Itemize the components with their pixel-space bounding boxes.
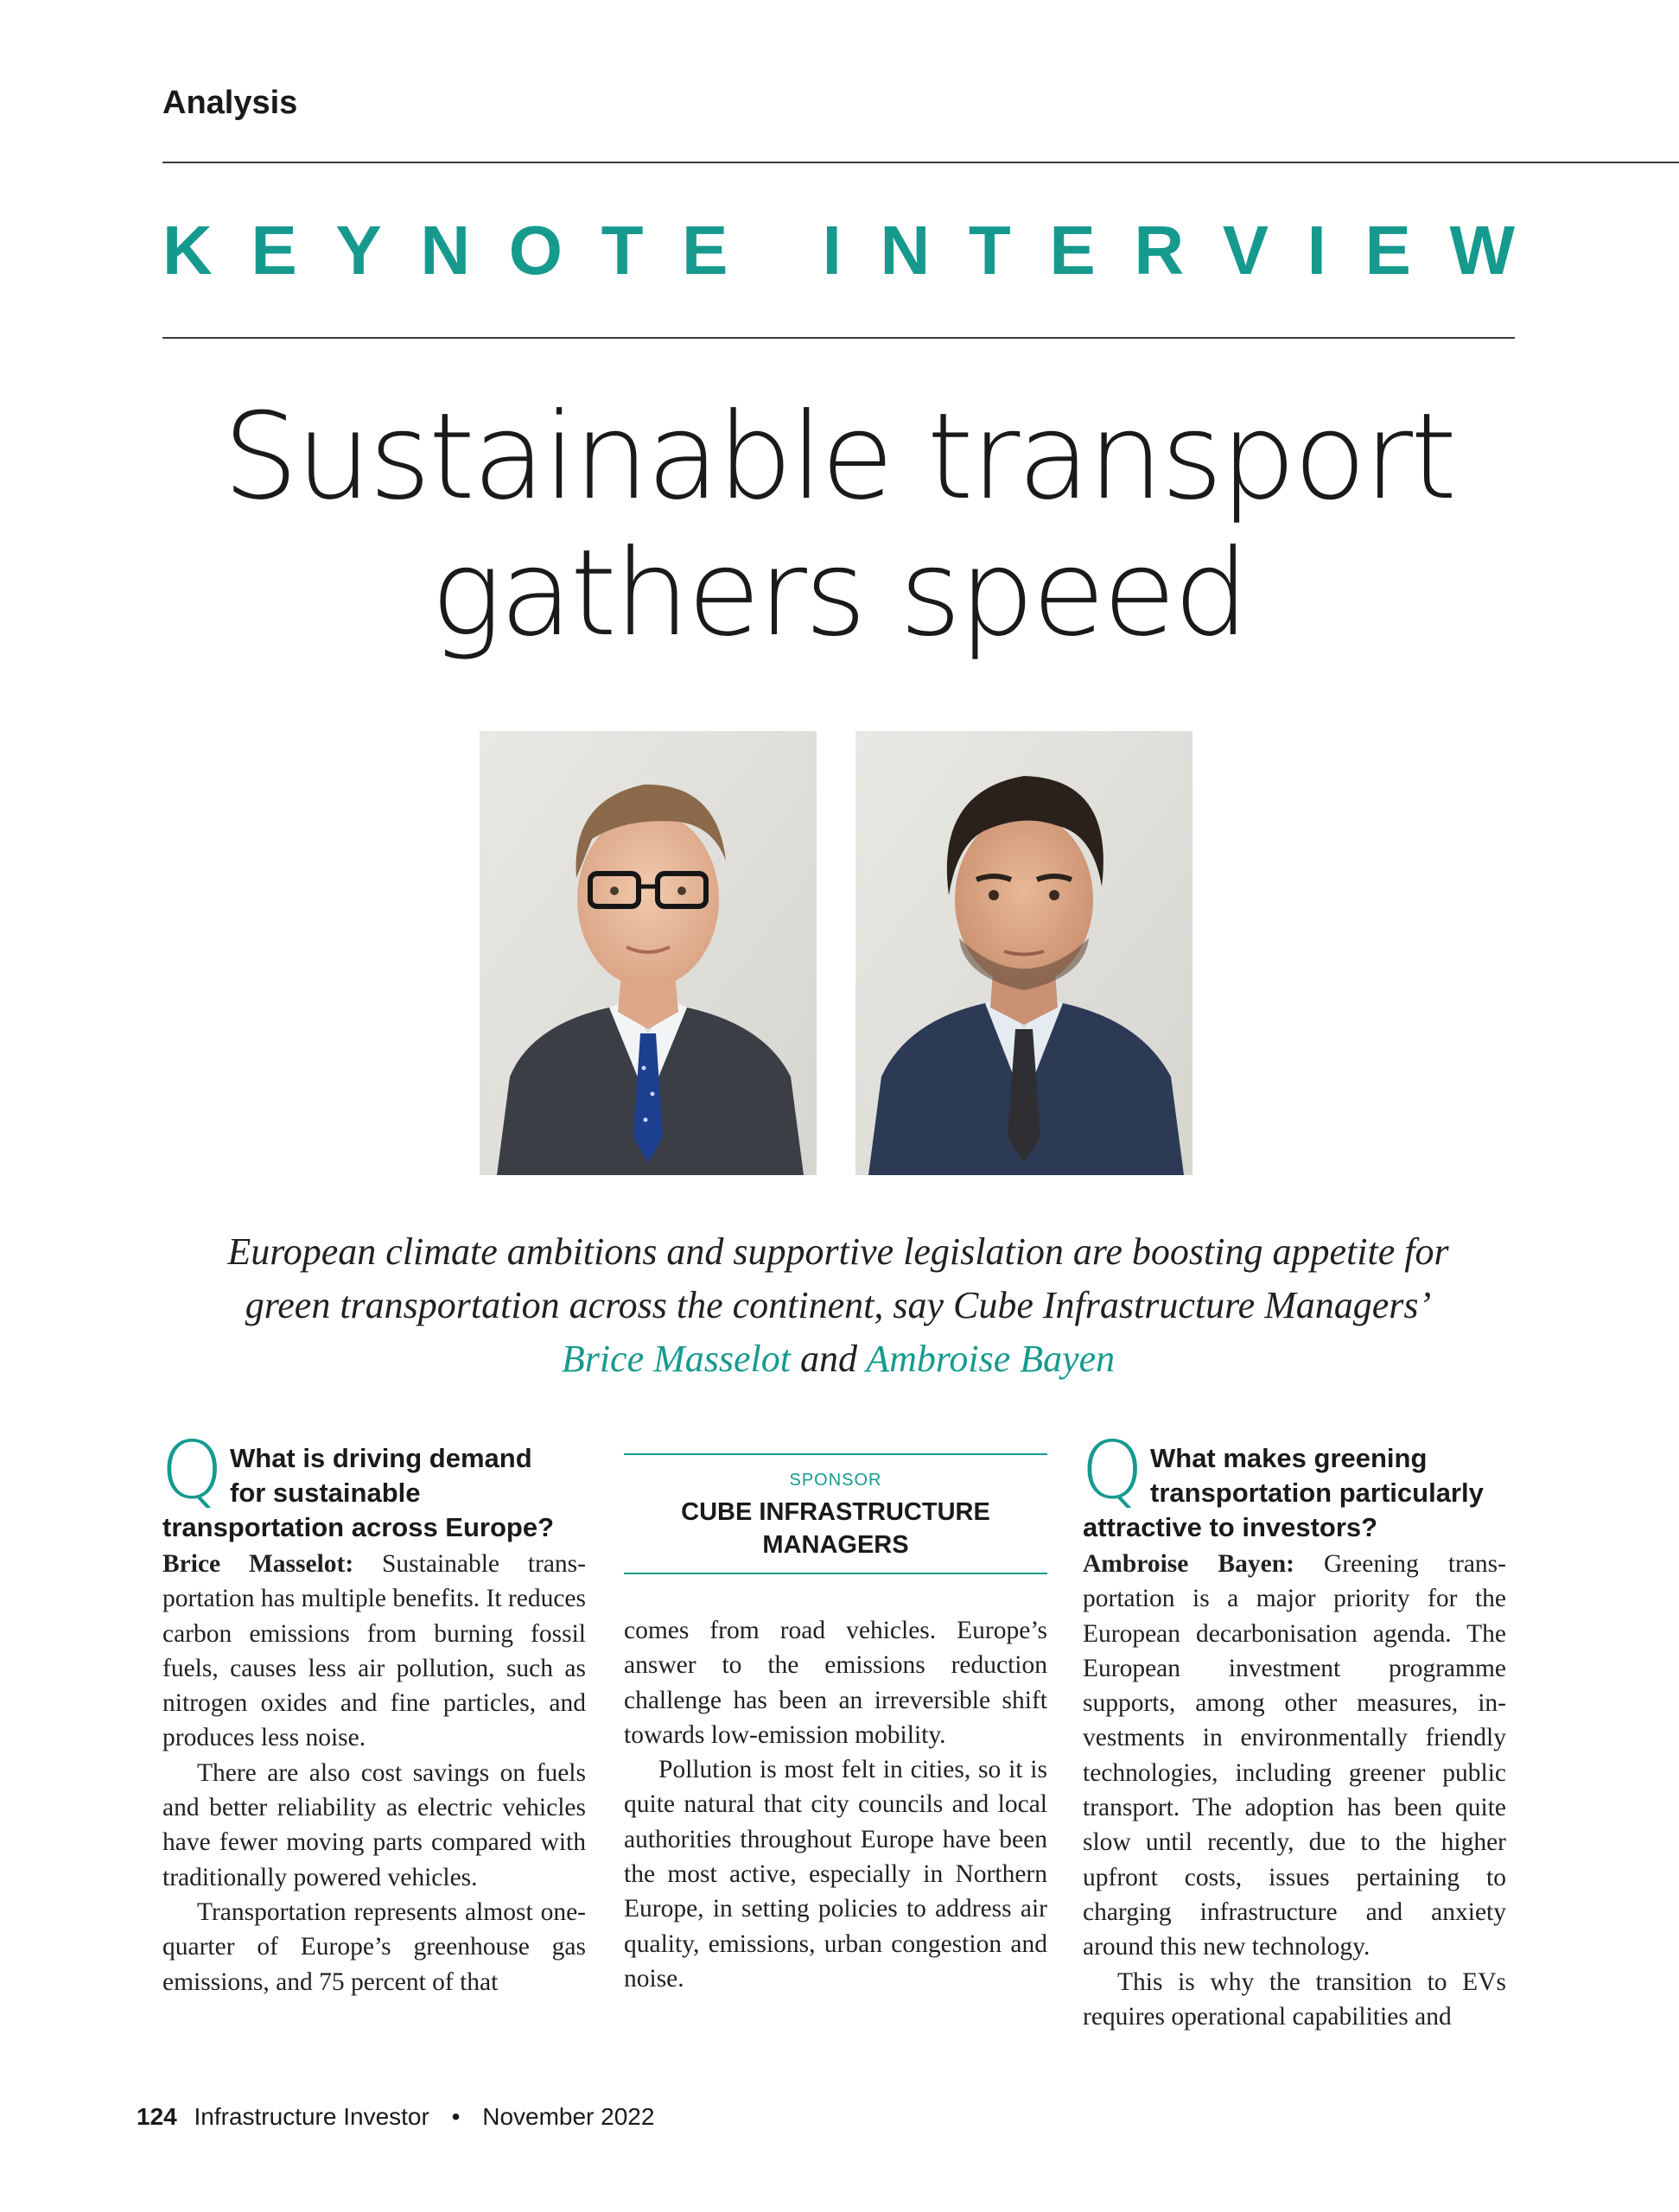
answer-2-paragraph-2: This is why the transition to EVs requires operational capabilities and <box>1083 1967 1506 2031</box>
kicker-letter: T <box>601 212 644 289</box>
kicker-letter: T <box>968 212 1011 289</box>
question-1-line-3: transportation across Europe? <box>162 1512 555 1542</box>
standfirst-text: European climate ambitions and supportive legislation are boosting appetite for green transportation across the continent, say Cube Infrastructure Managers’ <box>227 1230 1449 1326</box>
publication-name: Infrastructure Investor <box>194 2103 429 2130</box>
kicker-letter: E <box>1364 212 1411 289</box>
question-1-text <box>162 1441 586 1545</box>
question-2-text <box>1083 1441 1506 1545</box>
top-rule <box>162 162 1679 163</box>
sponsor-name-line-2: MANAGERS <box>762 1531 909 1559</box>
kicker-letter: N <box>880 212 931 289</box>
kicker-letter: I <box>1307 212 1326 289</box>
answer-2-paragraph-1 <box>1083 1547 1506 1965</box>
page-footer <box>137 2103 654 2131</box>
kicker-letter: E <box>682 212 728 289</box>
sponsor-name-line-1: CUBE INFRASTRUCTURE <box>681 1498 990 1526</box>
paragraph-text: Sustainable transportation has multiple benefits. It reduces carbon emissions from burning fossil fuels, causes less air pollution, such as nitrogen oxides and fine particles, and produces less noise. <box>162 1550 586 1752</box>
article-column-2 <box>624 1613 1047 1996</box>
portrait-ambroise-bayen <box>855 731 1192 1175</box>
column-2-paragraph-1: comes from road vehicles. Europe’s answer to the emissions reduction challenge has been an irreversible shift towards low-emission mobility. <box>624 1617 1047 1749</box>
kicker-letter: R <box>1134 212 1185 289</box>
sponsor-box <box>624 1453 1047 1574</box>
answer-1-paragraph-3: Transportation represents almost one-quarter of Europe’s greenhouse gas emissions, and 75 percent of that <box>162 1897 586 1996</box>
question-1-line-2: for sustainable <box>230 1478 421 1508</box>
sponsor-name <box>624 1496 1047 1561</box>
answer-1-paragraph-1 <box>162 1547 586 1756</box>
section-label: Analysis <box>162 85 298 121</box>
question-2-line-2: transportation particularly <box>1150 1478 1484 1508</box>
issue-date: November 2022 <box>482 2103 655 2130</box>
headline-line-2: gathers speed <box>430 524 1247 663</box>
kicker-letter: E <box>251 212 297 289</box>
question-1-line-1: What is driving demand <box>230 1443 532 1473</box>
column-2-paragraph-2: Pollution is most felt in cities, so it is quite natural that city councils and local authorities throughout Europe have been the most active, especially in Northern Europe, in setting policies to address air quality, emissions, urban congestion and noise. <box>624 1756 1047 1993</box>
question-2 <box>1081 1424 1506 1545</box>
kicker-word-gap <box>766 207 784 294</box>
kicker-letter: K <box>162 212 213 289</box>
q-dropcap: Q <box>1081 1424 1144 1516</box>
portrait-brice-masselot <box>480 731 817 1175</box>
kicker-letter: N <box>420 212 471 289</box>
question-2-line-1: What makes greening <box>1150 1443 1428 1473</box>
standfirst <box>190 1225 1486 1386</box>
kicker-letter: Y <box>335 212 382 289</box>
kicker-letter: I <box>822 212 842 289</box>
speaker-label: Ambroise Bayen: <box>1083 1550 1294 1578</box>
headline-line-1: Sustainable transport <box>222 387 1455 526</box>
article-column-1 <box>161 1424 586 1999</box>
speaker-label: Brice Masselot: <box>162 1550 354 1578</box>
page-number: 124 <box>137 2103 177 2130</box>
answer-1-paragraph-2: There are also cost savings on fuels and better reliability as electric vehicles have fewer moving parts compared with traditionally powered vehicles. <box>162 1758 586 1891</box>
question-2-line-3: attractive to investors? <box>1083 1512 1378 1542</box>
standfirst-name-2: Ambroise Bayen <box>866 1338 1116 1380</box>
kicker-rule <box>162 337 1515 339</box>
question-1 <box>161 1424 586 1545</box>
kicker-letter: V <box>1222 212 1269 289</box>
article-column-3 <box>1081 1424 1506 2034</box>
kicker <box>162 207 1515 294</box>
q-dropcap: Q <box>161 1424 224 1516</box>
standfirst-and: and <box>799 1338 857 1380</box>
kicker-letter: W <box>1449 212 1515 289</box>
kicker-letter: E <box>1049 212 1096 289</box>
footer-separator: • <box>451 2103 461 2130</box>
sponsor-label: SPONSOR <box>789 1471 882 1490</box>
paragraph-text: Greening transportation is a major priority for the European decarbonisation agenda. The European investment programme supports, among other measures, investments in environmentally friendly technologies, including greener public transport. The adoption has been quite slow until recently, due to the higher upfront costs, issues pertaining to charging infrastructure and anxiety around this new technology. <box>1083 1550 1506 1961</box>
headline <box>162 389 1515 662</box>
kicker-letter: O <box>508 212 563 289</box>
standfirst-name-1: Brice Masselot <box>561 1338 791 1380</box>
